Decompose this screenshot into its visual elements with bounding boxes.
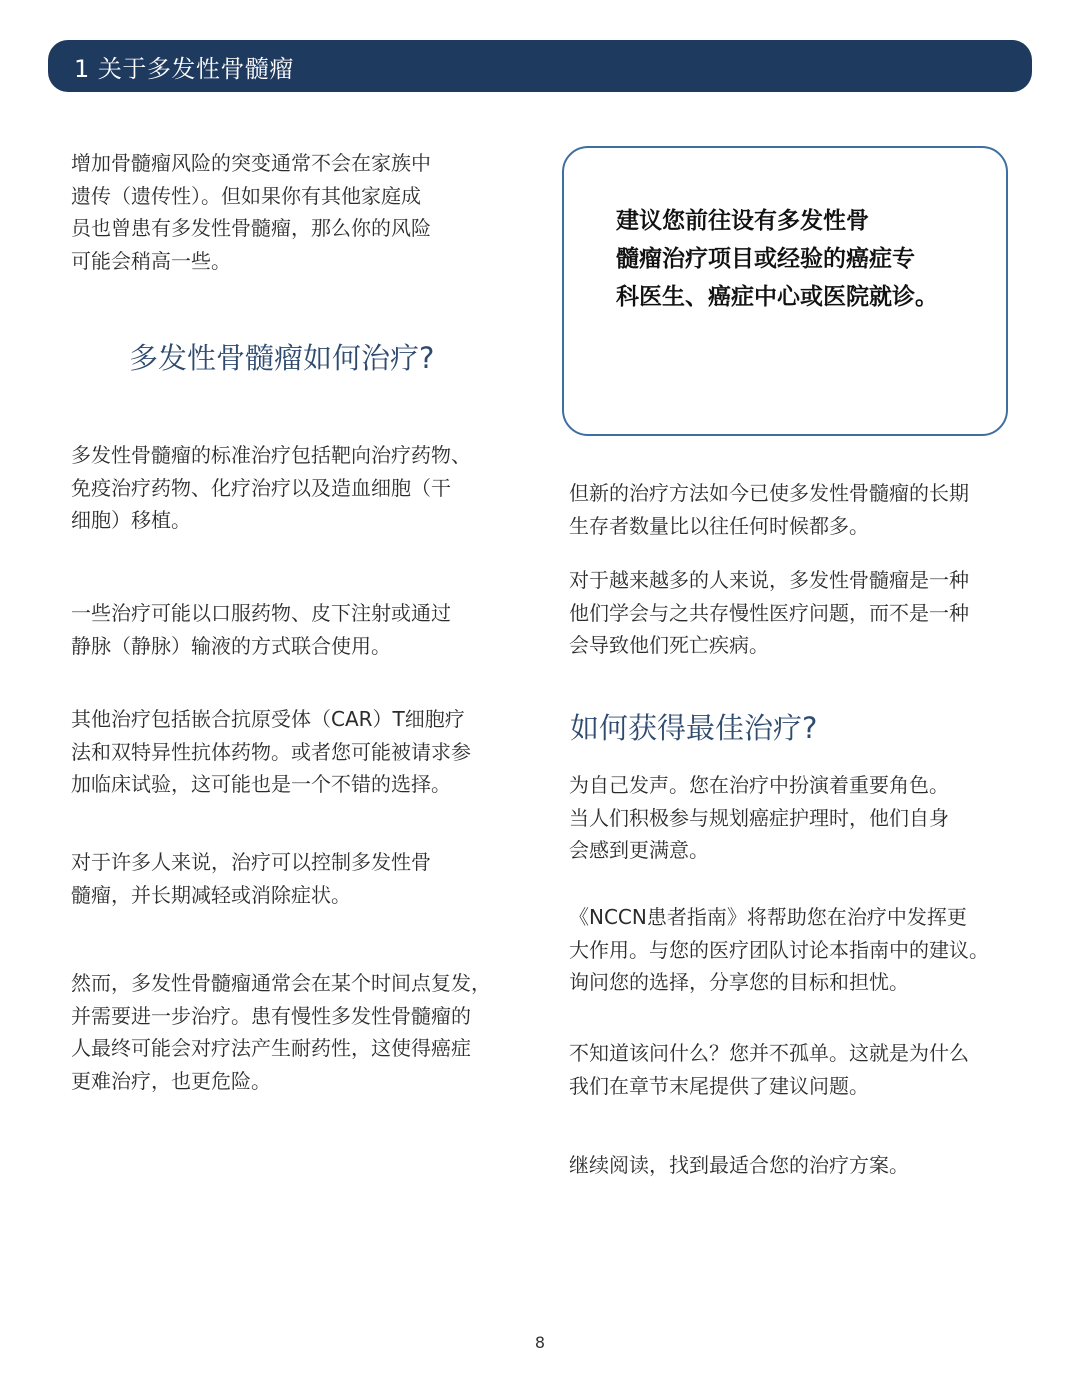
standard-treatment-paragraph: 多发性骨髓瘤的标准治疗包括靶向治疗药物、 免疫治疗药物、化疗治疗以及造血细胞（干 细胞）移植。	[71, 443, 471, 532]
recommendation-callout	[562, 146, 1008, 436]
section-header-bar	[48, 40, 1032, 92]
chronic-condition-paragraph: 对于越来越多的人来说，多发性骨髓瘤是一种 他们学会与之共存慢性医疗问题，而不是一种 会导致他们死亡疾病。	[569, 568, 969, 657]
continue-reading-paragraph: 继续阅读，找到最适合您的治疗方案。	[569, 1153, 909, 1177]
nccn-guide-paragraph: 《NCCN患者指南》将帮助您在治疗中发挥更 大作用。与您的医疗团队讨论本指南中的建议。 询问您的选择，分享您的目标和担忧。	[569, 905, 989, 994]
survivors-paragraph: 但新的治疗方法如今已使多发性骨髓瘤的长期 生存者数量比以往任何时候都多。	[569, 481, 969, 538]
callout-text: 建议您前往设有多发性骨 髓瘤治疗项目或经验的癌症专 科医生、癌症中心或医院就诊。	[616, 208, 938, 310]
questions-paragraph: 不知道该问什么？您并不孤单。这就是为什么 我们在章节末尾提供了建议问题。	[569, 1041, 969, 1098]
intro-paragraph: 增加骨髓瘤风险的突变通常不会在家族中 遗传（遗传性）。但如果你有其他家庭成 员也曾患有多发性骨髓瘤，那么你的风险 可能会稍高一些。	[71, 151, 431, 273]
treatment-heading: 多发性骨髓瘤如何治疗?	[129, 341, 435, 375]
other-treatment-paragraph: 其他治疗包括嵌合抗原受体（CAR）T细胞疗 法和双特异性抗体药物。或者您可能被请求参 加临床试验，这可能也是一个不错的选择。	[71, 707, 471, 796]
section-title: 1 关于多发性骨髓瘤	[74, 54, 294, 83]
relapse-paragraph: 然而，多发性骨髓瘤通常会在某个时间点复发， 并需要进一步治疗。患有慢性多发性骨髓瘤的 人最终可能会对疗法产生耐药性，这使得癌症 更难治疗，也更危险。	[71, 971, 491, 1093]
self-advocacy-paragraph: 为自己发声。您在治疗中扮演着重要角色。 当人们积极参与规划癌症护理时，他们自身 会感到更满意。	[569, 773, 949, 862]
combination-treatment-paragraph: 一些治疗可能以口服药物、皮下注射或通过 静脉（静脉）输液的方式联合使用。	[71, 601, 451, 658]
best-treatment-heading: 如何获得最佳治疗?	[570, 711, 818, 745]
page-number: 8	[534, 1333, 546, 1352]
control-paragraph: 对于许多人来说，治疗可以控制多发性骨 髓瘤，并长期减轻或消除症状。	[71, 850, 431, 907]
